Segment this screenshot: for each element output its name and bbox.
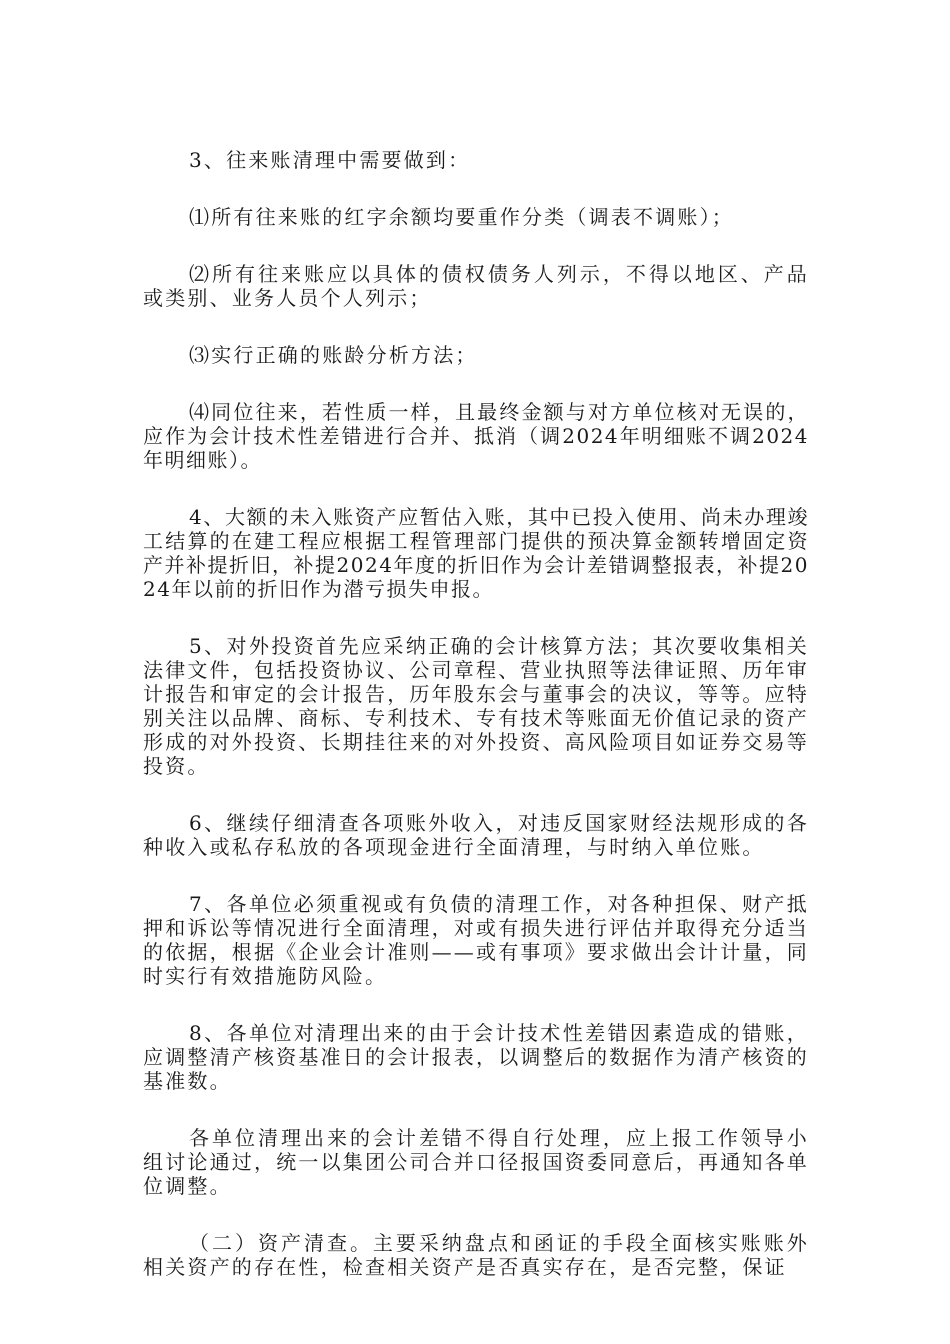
document-page <box>143 148 809 1312</box>
paragraph-3-intro: 3、往来账清理中需要做到： <box>189 148 471 172</box>
paragraph-3-item-2: ⑵所有往来账应以具体的债权债务人列示，不得以地区、产品或类别、业务人员个人列示； <box>143 262 809 310</box>
paragraph-6: 6、继续仔细清查各项账外收入，对违反国家财经法规形成的各种收入或私存私放的各项现金进行全面清理，与时纳入单位账。 <box>143 811 809 859</box>
paragraph-5: 5、对外投资首先应采纳正确的会计核算方法；其次要收集相关法律文件，包括投资协议、公司章程、营业执照等法律证照、历年审计报告和审定的会计报告，历年股东会与董事会的决议，等等。应特别关注以品牌、商标、专利技术、专有技术等账面无价值记录的资产形成的对外投资、长期挂往来的对外投资、高风险项目如证券交易等投资。 <box>143 634 809 778</box>
paragraph-3-item-3: ⑶实行正确的账龄分析方法； <box>189 343 478 367</box>
paragraph-3-item-4: ⑷同位往来，若性质一样，且最终金额与对方单位核对无误的，应作为会计技术性差错进行合并、抵消（调2024年明细账不调2024年明细账）。 <box>143 400 809 472</box>
paragraph-8: 8、各单位对清理出来的由于会计技术性差错因素造成的错账，应调整清产核资基准日的会计报表，以调整后的数据作为清产核资的基准数。 <box>143 1021 809 1093</box>
paragraph-7: 7、各单位必须重视或有负债的清理工作，对各种担保、财产抵押和诉讼等情况进行全面清理，对或有损失进行评估并取得充分适当的依据，根据《企业会计准则——或有事项》要求做出会计计量，同时实行有效措施防风险。 <box>143 892 809 988</box>
paragraph-3-item-1: ⑴所有往来账的红字余额均要重作分类（调表不调账）； <box>189 205 734 229</box>
paragraph-note: 各单位清理出来的会计差错不得自行处理，应上报工作领导小组讨论通过，统一以集团公司合并口径报国资委同意后，再通知各单位调整。 <box>143 1126 809 1198</box>
paragraph-section-2: （二）资产清查。主要采纳盘点和函证的手段全面核实账账外相关资产的存在性，检查相关资产是否真实存在，是否完整，保证 <box>143 1231 809 1279</box>
paragraph-4: 4、大额的未入账资产应暂估入账，其中已投入使用、尚未办理竣工结算的在建工程应根据工程管理部门提供的预决算金额转增固定资产并补提折旧，补提2024年度的折旧作为会计差错调整报表，补提2024年以前的折旧作为潜亏损失申报。 <box>143 505 809 601</box>
